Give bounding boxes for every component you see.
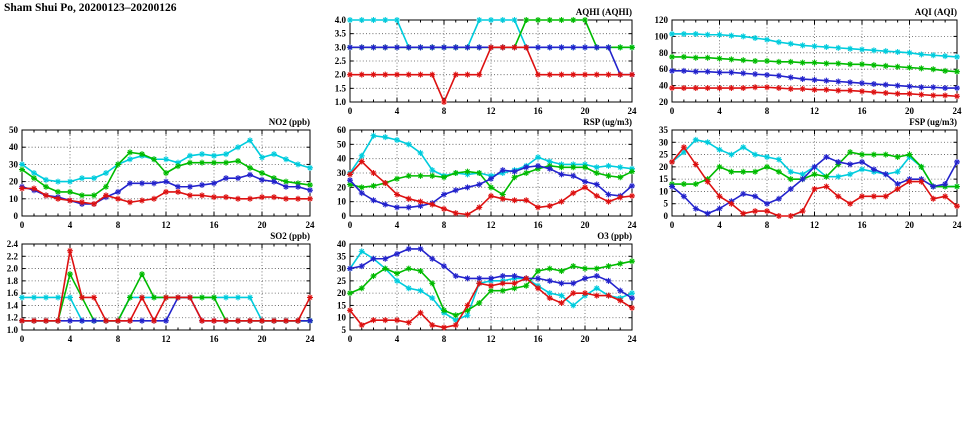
aqhi-ytick-label: 3.0	[334, 42, 346, 53]
fsp-plot-svg	[642, 116, 965, 234]
so2-ytick-label: 1.6	[6, 288, 18, 299]
rsp-ytick-label: 0	[341, 211, 346, 221]
page-title: Sham Shui Po, 20200123–20200126	[4, 2, 177, 14]
no2-xtick-label: 24	[305, 220, 315, 230]
aqi-xtick-label: 4	[717, 106, 722, 116]
o3-ytick-label: 15	[337, 300, 346, 311]
fsp-ytick-label: 25	[659, 149, 668, 160]
chart-aqi	[642, 6, 965, 120]
no2-ytick-label: 10	[9, 193, 18, 204]
aqhi-xtick-label: 12	[486, 106, 496, 116]
o3-xtick-label: 20	[580, 334, 590, 344]
rsp-xtick-label: 16	[533, 220, 543, 230]
fsp-ytick-label: 10	[659, 186, 668, 197]
aqi-xtick-label: 12	[810, 106, 819, 116]
rsp-ytick-label: 50	[337, 139, 346, 150]
so2-xtick-label: 16	[209, 334, 219, 344]
o3-xtick-label: 12	[486, 334, 496, 344]
so2-ytick-label: 1.4	[6, 300, 18, 311]
no2-ytick-label: 20	[9, 176, 18, 187]
so2-xtick-label: 0	[19, 334, 25, 344]
chart-title-so2: SO2 (ppb)	[270, 231, 310, 241]
rsp-xtick-label: 20	[580, 220, 590, 230]
so2-ytick-label: 2.4	[6, 239, 18, 249]
so2-ytick-label: 1.0	[6, 325, 18, 335]
o3-markers-red	[347, 275, 635, 330]
so2-xtick-label: 24	[305, 334, 315, 344]
o3-ytick-label: 40	[337, 239, 346, 249]
aqhi-ytick-label: 3.5	[334, 28, 346, 39]
no2-xtick-label: 0	[19, 220, 25, 230]
aqhi-xtick-label: 4	[394, 106, 400, 116]
chart-title-fsp: FSP (ug/m3)	[909, 117, 957, 127]
so2-xtick-label: 20	[257, 334, 267, 344]
chart-no2	[0, 116, 318, 234]
chart-rsp	[320, 116, 640, 234]
chart-so2	[0, 230, 318, 348]
o3-xtick-label: 16	[533, 334, 543, 344]
chart-title-no2: NO2 (ppb)	[268, 117, 310, 127]
o3-ytick-label: 10	[337, 312, 346, 323]
o3-xtick-label: 0	[347, 334, 353, 344]
aqi-xtick-label: 0	[669, 106, 675, 116]
aqhi-xtick-label: 0	[347, 106, 353, 116]
aqi-ytick-label: 120	[654, 15, 668, 25]
so2-xtick-label: 8	[115, 334, 121, 344]
fsp-ytick-label: 30	[659, 137, 668, 148]
o3-ytick-label: 20	[337, 288, 346, 299]
aqi-xtick-label: 24	[952, 106, 962, 116]
no2-ytick-label: 0	[13, 211, 18, 221]
rsp-ytick-label: 40	[337, 153, 346, 164]
aqhi-xtick-label: 16	[533, 106, 543, 116]
so2-ytick-label: 1.8	[6, 275, 18, 286]
no2-plot-svg	[0, 116, 318, 234]
aqi-xtick-label: 20	[905, 106, 914, 116]
rsp-xtick-label: 12	[486, 220, 496, 230]
chart-title-aqhi: AQHI (AQHI)	[575, 7, 632, 17]
aqhi-ytick-label: 1.5	[334, 83, 346, 94]
fsp-ytick-label: 5	[663, 198, 668, 209]
chart-title-o3: O3 (ppb)	[597, 231, 632, 241]
o3-ytick-label: 35	[337, 251, 346, 262]
fsp-xtick-label: 8	[764, 220, 770, 230]
fsp-xtick-label: 24	[952, 220, 962, 230]
aqhi-ytick-label: 2.0	[334, 69, 346, 80]
aqi-ytick-label: 60	[659, 64, 668, 75]
aqhi-ytick-label: 2.5	[334, 56, 346, 66]
aqhi-xtick-label: 20	[580, 106, 590, 116]
so2-ytick-label: 2.0	[6, 263, 18, 274]
aqi-plot-svg	[642, 6, 965, 120]
aqhi-xtick-label: 24	[627, 106, 637, 116]
fsp-xtick-label: 4	[717, 220, 722, 230]
no2-xtick-label: 20	[257, 220, 267, 230]
rsp-ytick-label: 60	[337, 125, 346, 135]
o3-ytick-label: 5	[341, 325, 346, 335]
aqhi-plot-svg	[320, 6, 640, 120]
aqi-ytick-label: 80	[659, 47, 668, 58]
rsp-plot-svg	[320, 116, 640, 234]
chart-title-aqi: AQI (AQI)	[914, 7, 957, 17]
no2-ytick-label: 50	[9, 125, 18, 135]
aqhi-xtick-label: 8	[441, 106, 447, 116]
fsp-ytick-label: 0	[663, 211, 668, 221]
chart-title-rsp: RSP (ug/m3)	[583, 117, 632, 127]
so2-plot-svg	[0, 230, 318, 348]
chart-aqhi	[320, 6, 640, 120]
rsp-xtick-label: 4	[394, 220, 400, 230]
aqi-ytick-label: 20	[659, 97, 668, 107]
rsp-ytick-label: 10	[337, 196, 346, 207]
so2-ytick-label: 2.2	[6, 251, 18, 262]
aqi-xtick-label: 16	[857, 106, 867, 116]
o3-xtick-label: 24	[627, 334, 637, 344]
so2-xtick-label: 12	[161, 334, 171, 344]
no2-ytick-label: 30	[9, 159, 18, 170]
fsp-ytick-label: 15	[659, 174, 668, 185]
rsp-markers-cyan	[347, 133, 635, 179]
aqi-ytick-label: 100	[654, 31, 668, 42]
aqi-xtick-label: 8	[764, 106, 770, 116]
no2-xtick-label: 4	[67, 220, 73, 230]
rsp-ytick-label: 30	[337, 168, 346, 178]
fsp-xtick-label: 12	[810, 220, 819, 230]
no2-ytick-label: 40	[9, 142, 18, 153]
aqi-ytick-label: 40	[659, 80, 668, 91]
aqhi-ytick-label: 1.0	[334, 97, 346, 107]
no2-xtick-label: 16	[209, 220, 219, 230]
fsp-ytick-label: 20	[659, 161, 668, 172]
no2-xtick-label: 12	[161, 220, 171, 230]
rsp-xtick-label: 24	[627, 220, 637, 230]
rsp-ytick-label: 20	[337, 182, 346, 193]
chart-fsp	[642, 116, 965, 234]
fsp-xtick-label: 16	[857, 220, 867, 230]
fsp-ytick-label: 35	[659, 125, 668, 135]
rsp-xtick-label: 0	[347, 220, 353, 230]
so2-ytick-label: 1.2	[6, 312, 18, 323]
o3-ytick-label: 25	[337, 275, 346, 286]
no2-xtick-label: 8	[115, 220, 121, 230]
fsp-xtick-label: 20	[905, 220, 914, 230]
o3-xtick-label: 4	[394, 334, 400, 344]
fsp-xtick-label: 0	[669, 220, 675, 230]
aqhi-ytick-label: 4.0	[334, 15, 346, 25]
rsp-xtick-label: 8	[441, 220, 447, 230]
o3-ytick-label: 30	[337, 263, 346, 274]
o3-plot-svg	[320, 230, 640, 348]
so2-xtick-label: 4	[67, 334, 73, 344]
chart-o3	[320, 230, 640, 348]
o3-xtick-label: 8	[441, 334, 447, 344]
